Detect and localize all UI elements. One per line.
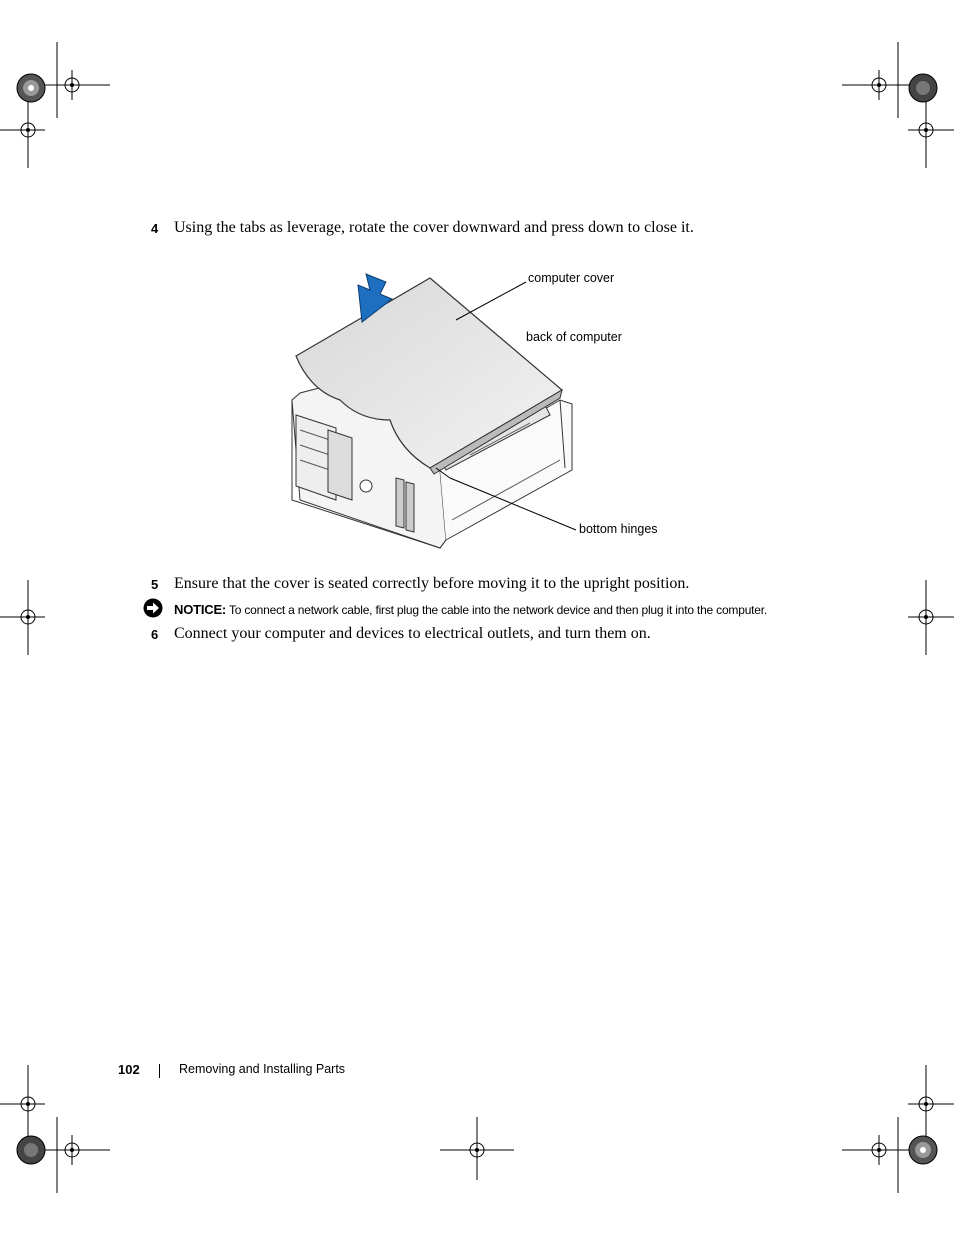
step-4-number: 4: [151, 221, 159, 236]
step-5-text: Ensure that the cover is seated correctly before moving it to the upright position.: [174, 575, 690, 592]
page-number: 102: [118, 1062, 140, 1077]
notice-label: NOTICE:: [174, 602, 227, 617]
section-title: Removing and Installing Parts: [179, 1062, 346, 1076]
step-5-number: 5: [151, 577, 159, 592]
arrow-circle-icon: [143, 598, 163, 618]
footer-divider: [159, 1064, 160, 1078]
callout-back-of-computer: back of computer: [526, 330, 622, 344]
callout-bottom-hinges: bottom hinges: [579, 522, 658, 536]
callout-computer-cover: computer cover: [528, 271, 615, 285]
step-6-number: 6: [151, 627, 159, 642]
notice-text: To connect a network cable, first plug the cable into the network device and then plug it into the computer.: [228, 603, 768, 617]
step-6-text: Connect your computer and devices to electrical outlets, and turn them on.: [174, 625, 651, 642]
step-4-text: Using the tabs as leverage, rotate the cover downward and press down to close it.: [174, 219, 694, 236]
notice: [174, 602, 767, 617]
